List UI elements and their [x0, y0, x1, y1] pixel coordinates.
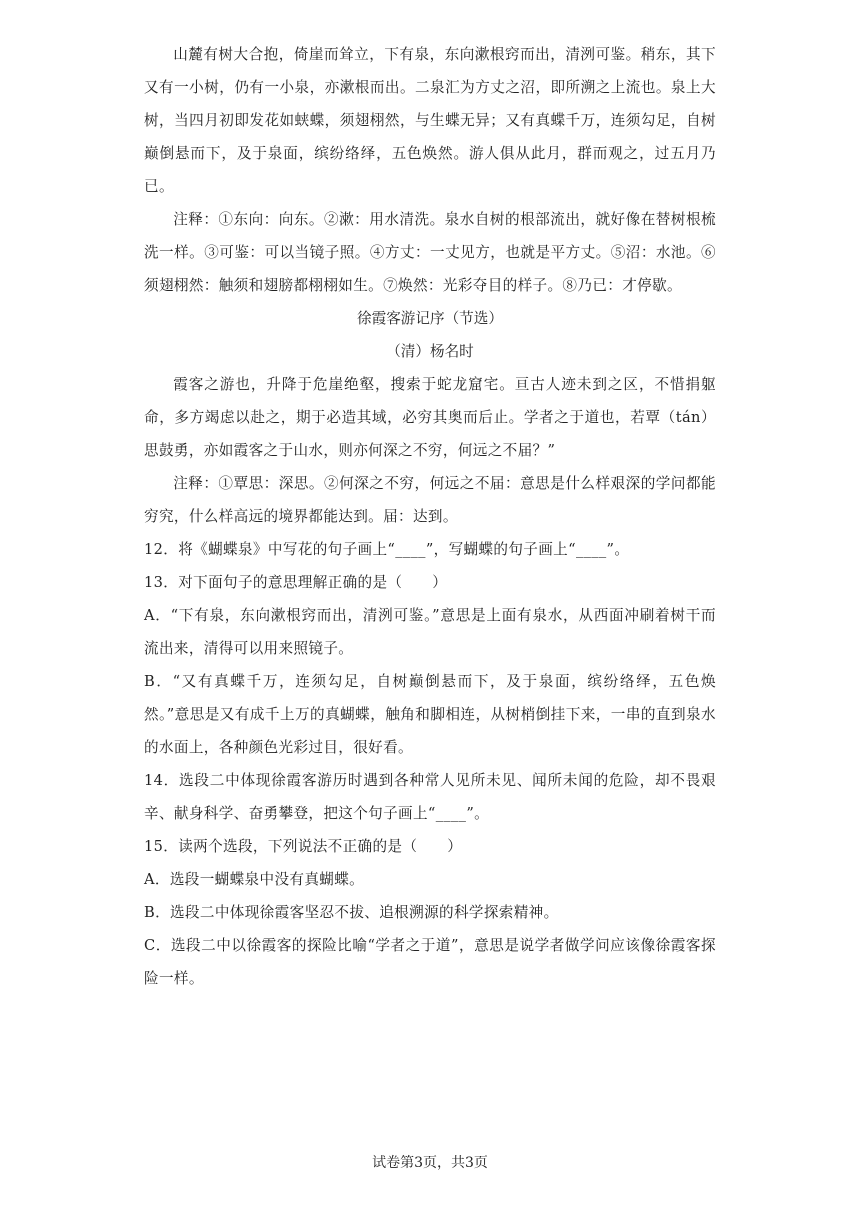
question-15-option-a: A．选段一蝴蝶泉中没有真蝴蝶。 [144, 871, 365, 888]
question-15-option-b: B．选段二中体现徐霞客坚忍不拔、追根溯源的科学探索精神。 [144, 904, 559, 921]
passage2-author: （清）杨名时 [386, 343, 474, 360]
page-footer: 试卷第3页，共3页 [372, 1155, 488, 1171]
question-13-option-a: A．“下有泉，东向漱根窍而出，清洌可鉴。”意思是上面有泉水，从西面冲刷着树干而流出来，清得可以用来照镜子。 [144, 607, 716, 657]
question-13: 13．对下面句子的意思理解正确的是（ ） [144, 574, 448, 591]
passage2-note: 注释：①覃思：深思。②何深之不穷，何远之不届：意思是什么样艰深的学问都能穷究，什么样高远的境界都能达到。届：达到。 [144, 475, 716, 525]
passage2-text: 霞客之游也，升降于危崖绝壑，搜索于蛇龙窟宅。亘古人迹未到之区，不惜捐躯命，多方竭虑以赴之，期于必造其域，必穷其奥而后止。学者之于道也，若覃（tán）思鼓勇，亦如霞客之于山水，则亦何深之不穷，何远之不届？” [144, 376, 716, 459]
question-14: 14．选段二中体现徐霞客游历时遇到各种常人见所未见、闻所未闻的危险，却不畏艰辛、献身科学、奋勇攀登，把这个句子画上“____”。 [144, 772, 716, 822]
passage1-text: 山麓有树大合抱，倚崖而耸立，下有泉，东向漱根窍而出，清洌可鉴。稍东，其下又有一小树，仍有一小泉，亦漱根而出。二泉汇为方丈之沼，即所溯之上流也。泉上大树，当四月初即发花如蛱蝶，须翅栩然，与生蝶无异；又有真蝶千万，连须勾足，自树巅倒悬而下，及于泉面，缤纷络绎，五色焕然。游人俱从此月，群而观之，过五月乃已。 [144, 46, 716, 195]
question-12: 12．将《蝴蝶泉》中写花的句子画上“____”，写蝴蝶的句子画上“____”。 [144, 541, 630, 558]
passage2-title: 徐霞客游记序（节选） [357, 310, 503, 327]
question-13-option-b: B．“又有真蝶千万，连须勾足，自树巅倒悬而下，及于泉面，缤纷络绎，五色焕然。”意思是又有成千上万的真蝴蝶，触角和脚相连，从树梢倒挂下来，一串的直到泉水的水面上，各种颜色光彩过目，很好看。 [144, 673, 716, 756]
passage1-note: 注释：①东向：向东。②漱：用水清洗。泉水自树的根部流出，就好像在替树根梳洗一样。③可鉴：可以当镜子照。④方丈：一丈见方，也就是平方丈。⑤沼：水池。⑥须翅栩然：触须和翅膀都栩栩如生。⑦焕然：光彩夺目的样子。⑧乃已：才停歇。 [144, 211, 716, 294]
question-15: 15．读两个选段，下列说法不正确的是（ ） [144, 838, 463, 855]
question-15-option-c: C．选段二中以徐霞客的探险比喻“学者之于道”，意思是说学者做学问应该像徐霞客探险一样。 [144, 937, 716, 987]
